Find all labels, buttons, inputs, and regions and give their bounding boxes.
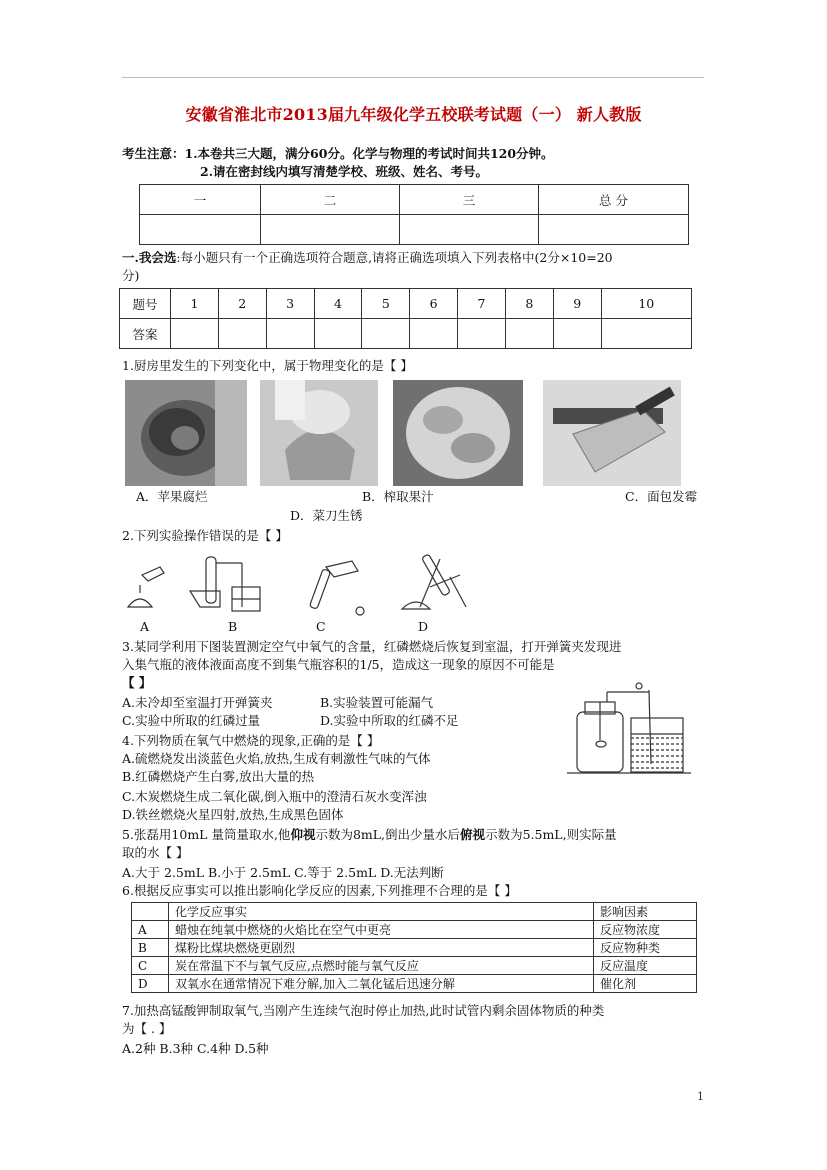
table-row [132, 939, 697, 957]
q6-cell: C [132, 957, 169, 975]
q6-cell: 炭在常温下不与氧气反应,点燃时能与氧气反应 [169, 957, 594, 975]
q7-stem-line-1: 7.加热高锰酸钾制取氧气,当刚产生连续气泡时停止加热,此时试管内剩余固体物质的种类 [122, 1003, 605, 1018]
score-table [139, 184, 689, 245]
q1-option-a: A．苹果腐烂 [136, 489, 208, 504]
question-number: 10 [601, 289, 691, 319]
q5-stem-part: 示数为5.5mL,则实际量 [485, 827, 617, 842]
answer-table-row-label: 答案 [120, 319, 171, 349]
section1-instruction [122, 250, 613, 266]
q3-stem-line-1: 3.某同学利用下图装置测定空气中氧气的含量，红磷燃烧后恢复到室温，打开弹簧夹发现进 [122, 639, 622, 654]
question-number: 5 [362, 289, 410, 319]
oxygen-apparatus-figure [565, 680, 695, 775]
question-number: 8 [505, 289, 553, 319]
rusty-knife-photo [543, 380, 681, 486]
score-cell[interactable] [539, 215, 689, 245]
section1-heading: 一.我会选 [122, 250, 177, 265]
q6-header-cell: 化学反应事实 [169, 903, 594, 921]
q2-label-b: B [228, 619, 238, 634]
q5-stem-line-1 [122, 827, 617, 843]
section1-instruction-cont: 分) [122, 268, 140, 283]
q5-options: A.大于 2.5mL B.小于 2.5mL C.等于 2.5mL D.无法判断 [122, 865, 444, 880]
table-row [132, 921, 697, 939]
q6-cell: 反应温度 [594, 957, 697, 975]
score-header: 三 [400, 185, 539, 215]
score-cell[interactable] [140, 215, 261, 245]
answer-table-row-label: 题号 [120, 289, 171, 319]
q5-stem-emphasis: 俯视 [460, 827, 486, 842]
answer-cell[interactable] [601, 319, 691, 349]
question-number: 7 [458, 289, 506, 319]
question-number: 6 [410, 289, 458, 319]
q6-cell: A [132, 921, 169, 939]
notice-line-1: 考生注意：1.本卷共三大题，满分60分。化学与物理的考试时间共120分钟。 [122, 146, 554, 161]
q4-option-b: B.红磷燃烧产生白雾,放出大量的热 [122, 769, 315, 784]
page-title: 安徽省淮北市2013届九年级化学五校联考试题（一） 新人教版 [185, 105, 642, 124]
q3-stem-line-3: 【 】 [122, 675, 152, 690]
q6-stem: 6.根据反应事实可以推出影响化学反应的因素,下列推理不合理的是【 】 [122, 883, 517, 898]
q6-cell: 双氧水在通常情况下难分解,加入二氧化锰后迅速分解 [169, 975, 594, 993]
score-header: 总 分 [539, 185, 689, 215]
answer-cell[interactable] [171, 319, 219, 349]
q3-option-b: B.实验装置可能漏气 [320, 695, 434, 710]
moldy-bread-photo [393, 380, 523, 486]
q2-stem: 2.下列实验操作错误的是【 】 [122, 528, 288, 543]
answer-cell[interactable] [314, 319, 362, 349]
q3-option-d: D.实验中所取的红磷不足 [320, 713, 459, 728]
answer-cell[interactable] [362, 319, 410, 349]
q6-cell: 反应物种类 [594, 939, 697, 957]
score-header: 二 [261, 185, 400, 215]
q4-option-d: D.铁丝燃烧火星四射,放热,生成黑色固体 [122, 807, 344, 822]
page-number: 1 [697, 1090, 704, 1103]
answer-cell[interactable] [410, 319, 458, 349]
q4-stem: 4.下列物质在氧气中燃烧的现象,正确的是【 】 [122, 733, 380, 748]
q4-option-c: C.木炭燃烧生成二氧化碳,倒入瓶中的澄清石灰水变浑浊 [122, 789, 427, 804]
header-rule [122, 77, 704, 78]
score-header: 一 [140, 185, 261, 215]
q1-option-c: C．面包发霉 [625, 489, 698, 504]
question-number: 3 [266, 289, 314, 319]
q6-cell: 蜡烛在纯氧中燃烧的火焰比在空气中更亮 [169, 921, 594, 939]
q4-option-a: A.硫燃烧发出淡蓝色火焰,放热,生成有刺激性气味的气体 [122, 751, 431, 766]
q3-stem-line-2: 入集气瓶的液体液面高度不到集气瓶容积的1/5，造成这一现象的原因不可能是 [122, 657, 555, 672]
section1-instruction-text: :每小题只有一个正确选项符合题意,请将正确选项填入下列表格中(2分×10=20 [176, 250, 613, 265]
score-cell[interactable] [261, 215, 400, 245]
question-number: 4 [314, 289, 362, 319]
notice-line-2: 2.请在密封线内填写清楚学校、班级、姓名、考号。 [200, 164, 489, 179]
answer-cell[interactable] [458, 319, 506, 349]
q3-option-c: C.实验中所取的红磷过量 [122, 713, 261, 728]
q2-label-a: A [140, 619, 150, 634]
answer-cell[interactable] [218, 319, 266, 349]
q5-stem-line-2: 取的水【 】 [122, 845, 189, 860]
q1-option-b: B．榨取果汁 [362, 489, 434, 504]
q6-cell: B [132, 939, 169, 957]
table-row [132, 975, 697, 993]
lab-operations-figure [120, 547, 470, 621]
q5-stem-part: 示数为8mL,倒出少量水后 [315, 827, 461, 842]
q6-cell: 煤粉比煤块燃烧更剧烈 [169, 939, 594, 957]
q5-stem-emphasis: 仰视 [290, 827, 316, 842]
score-cell[interactable] [400, 215, 539, 245]
answer-cell[interactable] [505, 319, 553, 349]
table-row [132, 957, 697, 975]
q6-cell: 反应物浓度 [594, 921, 697, 939]
question-number: 9 [553, 289, 601, 319]
q6-header-cell [132, 903, 169, 921]
q6-cell: 催化剂 [594, 975, 697, 993]
q2-label-c: C [316, 619, 326, 634]
q5-stem-part: 5.张磊用10mL 量筒量取水,他 [122, 827, 291, 842]
q6-cell: D [132, 975, 169, 993]
answer-cell[interactable] [266, 319, 314, 349]
juicer-photo [260, 380, 378, 486]
q2-label-d: D [418, 619, 429, 634]
rotten-apple-photo [125, 380, 247, 486]
q7-stem-line-2: 为【 . 】 [122, 1021, 172, 1036]
question-number: 2 [218, 289, 266, 319]
q1-option-d: D．菜刀生锈 [290, 508, 363, 523]
answer-table [119, 288, 692, 349]
q6-table [131, 902, 697, 993]
question-number: 1 [171, 289, 219, 319]
q3-option-a: A.未冷却至室温打开弹簧夹 [122, 695, 273, 710]
answer-cell[interactable] [553, 319, 601, 349]
q1-stem: 1.厨房里发生的下列变化中，属于物理变化的是【 】 [122, 358, 413, 373]
q6-header-cell: 影响因素 [594, 903, 697, 921]
q7-options: A.2种 B.3种 C.4种 D.5种 [122, 1041, 269, 1056]
